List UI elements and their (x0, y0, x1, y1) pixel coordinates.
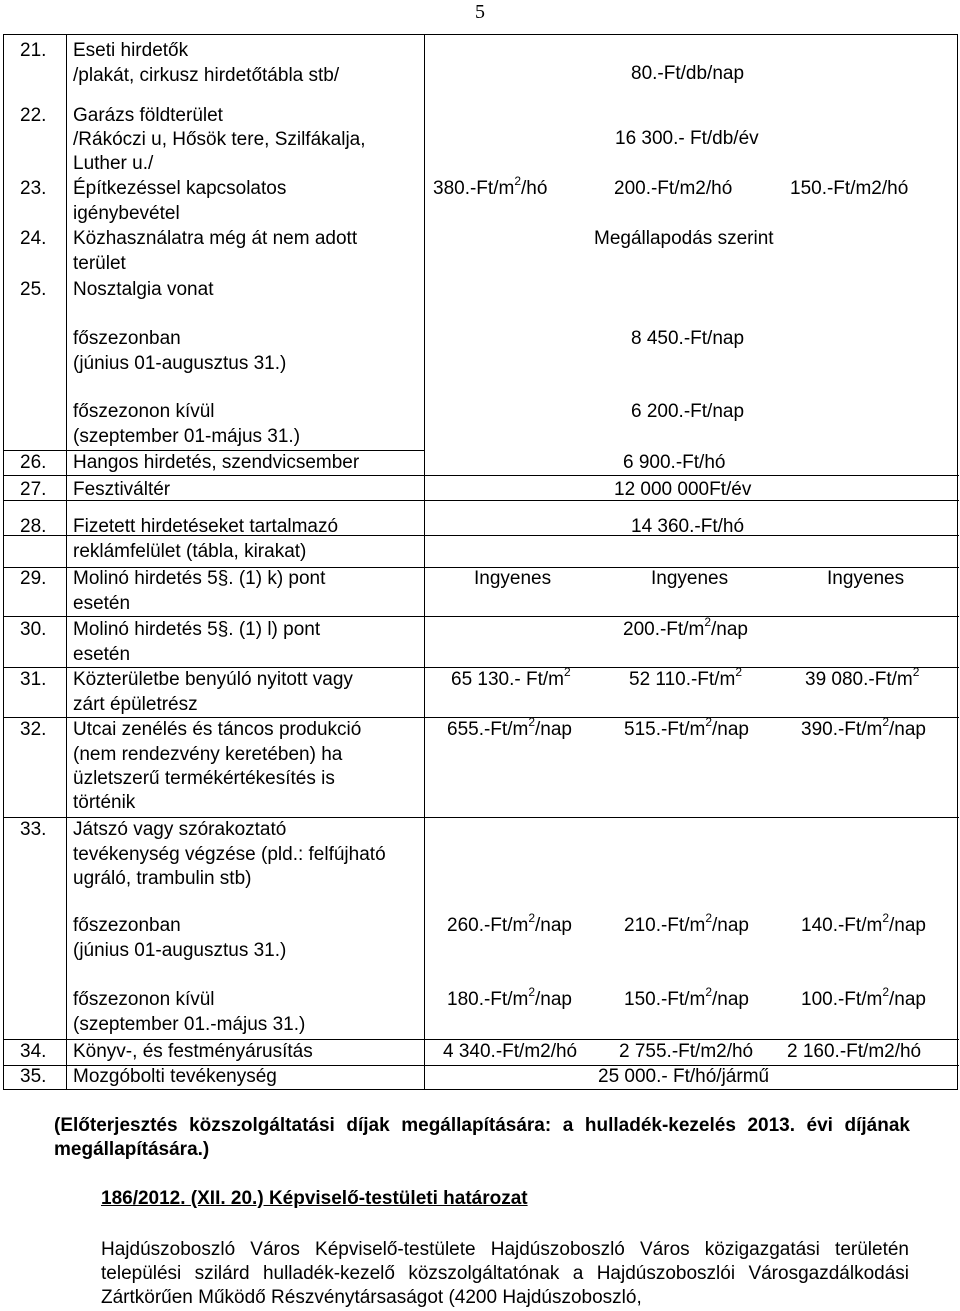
row-31-price-1: 65 130.- $Ft/m^2$ (451, 664, 571, 690)
row-25-number: 25. (20, 279, 47, 300)
row-23-number: 23. (20, 178, 47, 199)
row-30-number: 30. (20, 619, 47, 640)
row-32-number: 32. (20, 719, 47, 740)
row-25-sub-a-1: főszezonban (73, 328, 181, 349)
row-31-desc-2: zárt épületrész (73, 694, 198, 715)
row-23-desc-2: igénybevétel (73, 203, 180, 224)
row-30-desc-2: esetén (73, 644, 131, 665)
row-33-price-a-1: $260.-Ft/m^2$/nap (447, 910, 572, 936)
row-22-desc-3: Luther u./ (73, 153, 154, 174)
row-33-price-b-3: $100.-Ft/m^2$/nap (801, 984, 926, 1010)
row-24-desc-1: Közhasználatra még át nem adott (73, 228, 358, 249)
proposal-note: (Előterjesztés közszolgáltatási díjak megállapítására: a hulladék-kezelés 2013. évi díjának megállapítására.) (54, 1115, 910, 1160)
row-35-price: 25 000.- Ft/hó/jármű (598, 1066, 770, 1087)
row-22-desc-1: Garázs földterület (73, 105, 223, 126)
row-25-sub-b-1: főszezonon kívül (73, 401, 215, 422)
row-33-sub-a-1: főszezonban (73, 915, 181, 936)
row-25-sub-b-2: (szeptember 01-május 31.) (73, 426, 301, 447)
row-23-price-1: $380.-Ft/m^2/hó$ (433, 173, 548, 199)
row-30-desc-1: Molinó hirdetés 5§. (1) l) pont (73, 619, 321, 640)
row-31-number: 31. (20, 669, 47, 690)
row-34-price-3: 2 160.-Ft/m2/hó (787, 1041, 922, 1062)
row-29-price-1: Ingyenes (474, 568, 552, 589)
row-28-desc-1: Fizetett hirdetéseket tartalmazó (73, 516, 339, 537)
row-33-price-a-2: $210.-Ft/m^2$/nap (624, 910, 749, 936)
row-33-sub-b-2: (szeptember 01.-május 31.) (73, 1014, 306, 1035)
row-35-number: 35. (20, 1066, 47, 1087)
row-33-desc-3: ugráló, trambulin stb) (73, 868, 252, 889)
row-29-price-3: Ingyenes (827, 568, 905, 589)
row-35-desc: Mozgóbolti tevékenység (73, 1066, 277, 1087)
row-25-desc-1: Nosztalgia vonat (73, 279, 214, 300)
row-28-number: 28. (20, 516, 47, 537)
row-33-number: 33. (20, 819, 47, 840)
row-28-desc-2: reklámfelület (tábla, kirakat) (73, 541, 307, 562)
row-22-desc-2: /Rákóczi u, Hősök tere, Szilfákalja, (73, 129, 366, 150)
row-33-sub-b-1: főszezonon kívül (73, 989, 215, 1010)
row-32-desc-4: történik (73, 792, 136, 813)
row-33-desc-2: tevékenység végzése (pld.: felfújható (73, 844, 386, 865)
row-26-desc: Hangos hirdetés, szendvicsember (73, 452, 360, 473)
row-25-price-a: 8 450.-Ft/nap (631, 328, 745, 349)
row-32-desc-1: Utcai zenélés és táncos produkció (73, 719, 362, 740)
row-26-price: 6 900.-Ft/hó (623, 452, 726, 473)
row-34-price-2: 2 755.-Ft/m2/hó (619, 1041, 754, 1062)
resolution-paragraph: Hajdúszoboszló Város Képviselő-testülete Hajdúszoboszló Város közigazgatási területén települési szilárd hulladék-kezelő közszolgáltatónak a Hajdúszoboszlói Városgazdálkodási Zártkörűen Működő Részvénytársaságot (4200 Hajdúszoboszló, (101, 1239, 909, 1308)
row-27-desc: Fesztiváltér (73, 479, 171, 500)
row-21-price: 80.-Ft/db/nap (631, 63, 745, 84)
row-24-number: 24. (20, 228, 47, 249)
row-23-price-3: 150.-Ft/m2/hó (790, 178, 909, 199)
row-29-number: 29. (20, 568, 47, 589)
row-33-price-b-2: $150.-Ft/m^2$/nap (624, 984, 749, 1010)
row-33-price-b-1: $180.-Ft/m^2$/nap (447, 984, 572, 1010)
row-24-price: Megállapodás szerint (594, 228, 774, 249)
row-29-desc-1: Molinó hirdetés 5§. (1) k) pont (73, 568, 326, 589)
row-25-price-b: 6 200.-Ft/nap (631, 401, 745, 422)
row-21-desc-2: /plakát, cirkusz hirdetőtábla stb/ (73, 65, 340, 86)
row-34-desc: Könyv-, és festményárusítás (73, 1041, 313, 1062)
row-31-price-3: 39 $080.-Ft/m^2$ (805, 664, 920, 690)
row-32-price-3: $390.-Ft/m^2$/nap (801, 714, 926, 740)
row-34-number: 34. (20, 1041, 47, 1062)
row-23-price-2: 200.-Ft/m2/hó (614, 178, 733, 199)
row-32-price-2: $515.-Ft/m^2$/nap (624, 714, 749, 740)
row-21-desc-1: Eseti hirdetők (73, 40, 189, 61)
row-31-price-2: 52 $110.-Ft/m^2$ (629, 664, 742, 690)
row-22-number: 22. (20, 105, 47, 126)
row-21-number: 21. (20, 40, 47, 61)
row-33-sub-a-2: (június 01-augusztus 31.) (73, 940, 287, 961)
row-33-price-a-3: $140.-Ft/m^2$/nap (801, 910, 926, 936)
row-32-desc-3: üzletszerű termékértékesítés is (73, 768, 335, 789)
row-25-sub-a-2: (június 01-augusztus 31.) (73, 353, 287, 374)
resolution-title: 186/2012. (XII. 20.) Képviselő-testületi határozat (101, 1188, 528, 1209)
row-34-price-1: 4 340.-Ft/m2/hó (443, 1041, 578, 1062)
row-27-number: 27. (20, 479, 47, 500)
row-32-desc-2: (nem rendezvény keretében) ha (73, 744, 343, 765)
row-29-price-2: Ingyenes (651, 568, 729, 589)
row-33-desc-1: Játszó vagy szórakoztató (73, 819, 287, 840)
row-32-price-1: $655.-Ft/m^2$/nap (447, 714, 572, 740)
row-26-number: 26. (20, 452, 47, 473)
row-30-price: $200.-Ft/m^2$/nap (623, 614, 748, 640)
row-27-price: 12 000 000Ft/év (614, 479, 752, 500)
row-31-desc-1: Közterületbe benyúló nyitott vagy (73, 669, 353, 690)
page-number: 5 (475, 1, 485, 23)
row-24-desc-2: terület (73, 253, 126, 274)
row-23-desc-1: Építkezéssel kapcsolatos (73, 178, 287, 199)
row-28-price: 14 360.-Ft/hó (631, 516, 745, 537)
row-22-price: 16 300.- Ft/db/év (615, 128, 759, 149)
row-29-desc-2: esetén (73, 593, 131, 614)
